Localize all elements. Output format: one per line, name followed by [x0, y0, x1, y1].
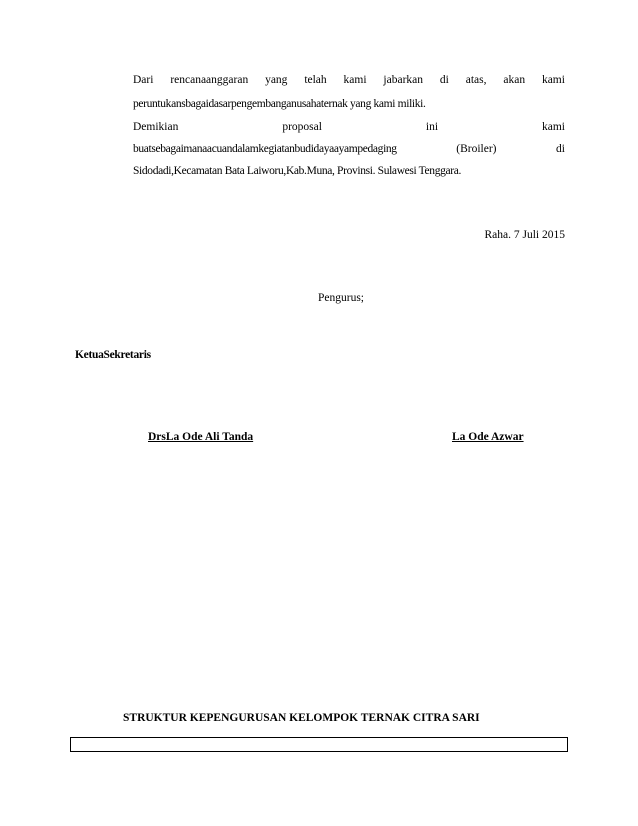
paragraph1-line1-word: telah [304, 74, 327, 86]
date-place: Raha. 7 Juli 2015 [484, 229, 565, 241]
paragraph1-line2: peruntukansbagaidasarpengembanganusahaternak yang kami miliki. [133, 98, 426, 110]
structure-title: STRUKTUR KEPENGURUSAN KELOMPOK TERNAK CITRA SARI [123, 712, 480, 724]
signatory-ketua: DrsLa Ode Ali Tanda [148, 431, 254, 443]
signatory-sekretaris: La Ode Azwar [452, 431, 524, 443]
paragraph2-line2-word: buatsebagaimanaacuandalamkegiatanbudidayaayampedaging [133, 143, 397, 155]
paragraph1-line1-word: rencanaanggaran [170, 74, 249, 86]
paragraph2-line2-word: di [556, 143, 565, 155]
paragraph1-line1-word: akan [503, 74, 526, 86]
paragraph2-line1-word: ini [425, 121, 439, 133]
paragraph1-line1-word: yang [265, 74, 288, 86]
paragraph2-line2 [133, 144, 565, 156]
paragraph1-line1-word: kami [541, 74, 565, 86]
paragraph1-line1-word: atas, [465, 74, 487, 86]
paragraph2-line1-word: Demikian [133, 121, 179, 133]
paragraph1-line1-word: kami [343, 74, 367, 86]
paragraph2-line2-word: (Broiler) [456, 143, 497, 155]
paragraph1-line1 [133, 75, 565, 87]
paragraph1-line1-word: di [439, 74, 449, 86]
paragraph1-line1-word: jabarkan [383, 74, 424, 86]
paragraph2-line1-word: proposal [282, 121, 322, 133]
paragraph2-line1-word: kami [541, 121, 565, 133]
pengurus-label: Pengurus; [318, 292, 364, 304]
roles-label: KetuaSekretaris [75, 349, 151, 361]
paragraph2-line3: Sidodadi,Kecamatan Bata Laiworu,Kab.Muna, Provinsi. Sulawesi Tenggara. [133, 165, 462, 177]
paragraph2-line1 [133, 122, 565, 134]
structure-table [70, 737, 568, 752]
paragraph1-line1-word: Dari [133, 74, 154, 86]
